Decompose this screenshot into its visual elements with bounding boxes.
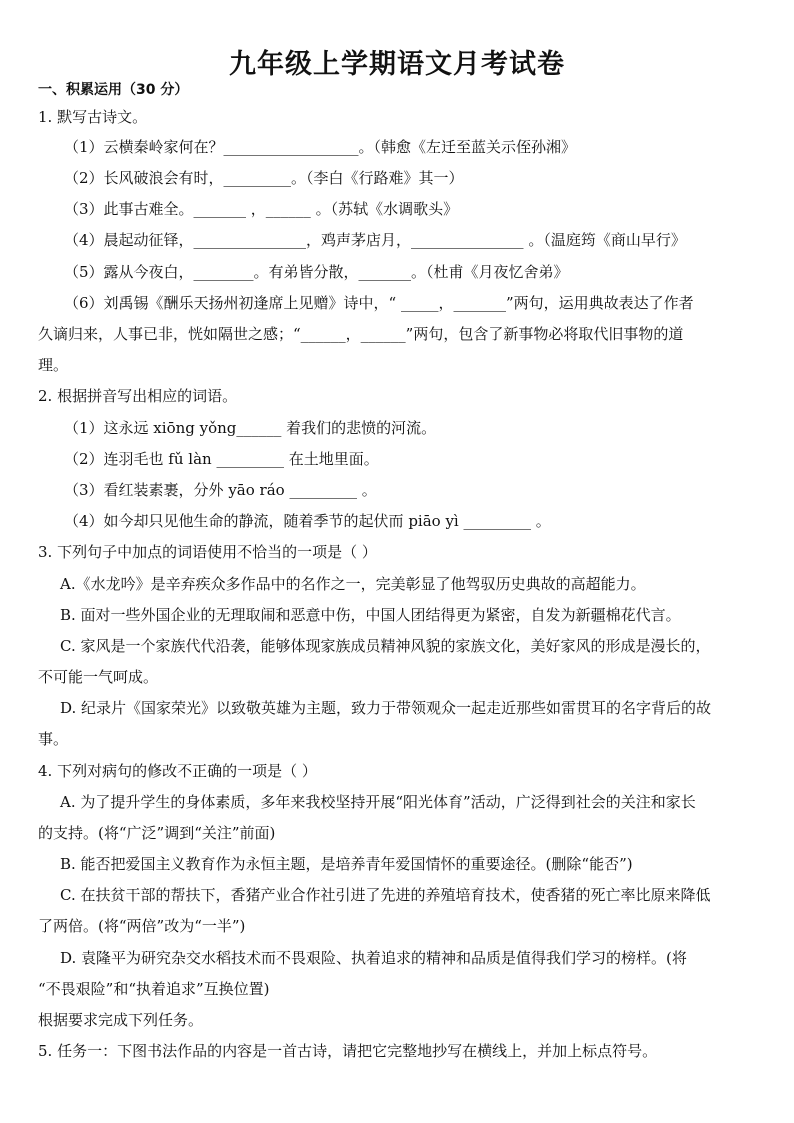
question-2-item-4: （4）如今却只见他生命的静流，随着季节的起伏而 piāo yì _________ 。	[64, 512, 551, 530]
question-4-option-c-cont: 了两倍。(将“两倍”改为“一半”)	[38, 917, 246, 935]
question-2-item-2: （2）连羽毛也 fǔ làn _________ 在土地里面。	[64, 450, 379, 468]
question-4-option-b: B. 能否把爱国主义教育作为永恒主题，是培养青年爱国情怀的重要途径。(删除“能否”)	[60, 855, 633, 873]
question-4-option-d-cont: “不畏艰险”和“执着追求”互换位置)	[38, 980, 270, 998]
question-3-option-a: A.《水龙吟》是辛弃疾众多作品中的名作之一，完美彰显了他驾驭历史典故的高超能力。	[60, 575, 646, 593]
question-2-item-1: （1）这永远 xiōng yǒng______ 着我们的悲愤的河流。	[64, 419, 437, 437]
question-2-item-3: （3）看红装素裹，分外 yāo ráo _________ 。	[64, 481, 377, 499]
question-1-item-4: （4）晨起动征铎，_______________，鸡声茅店月，_______________ 。（温庭筠《商山早行》	[64, 231, 686, 249]
task-intro: 根据要求完成下列任务。	[38, 1011, 204, 1029]
question-1-stem: 1. 默写古诗文。	[38, 108, 148, 126]
section-heading: 一、积累运用（30 分）	[38, 82, 189, 98]
question-3-option-b: B. 面对一些外国企业的无理取闹和恶意中伤，中国人团结得更为紧密，自发为新疆棉花代言。	[60, 606, 681, 624]
question-4-option-a: A. 为了提升学生的身体素质，多年来我校坚持开展“阳光体育”活动，广泛得到社会的关注和家长	[60, 793, 696, 811]
question-5-stem: 5. 任务一：下图书法作品的内容是一首古诗，请把它完整地抄写在横线上，并加上标点符号。	[38, 1042, 658, 1060]
question-4-option-d: D. 袁隆平为研究杂交水稻技术而不畏艰险、执着追求的精神和品质是值得我们学习的榜样。(将	[60, 949, 687, 967]
question-1-item-6-cont: 理。	[38, 356, 69, 374]
question-3-option-d: D. 纪录片《国家荣光》以致敬英雄为主题，致力于带领观众一起走近那些如雷贯耳的名字背后的故	[60, 699, 712, 717]
question-4-option-a-cont: 的支持。(将“广泛”调到“关注”前面)	[38, 824, 276, 842]
question-1-item-6-cont: 久谪归来，人事已非，恍如隔世之感；“______，______”两句，包含了新事物必将取代旧事物的道	[38, 325, 684, 343]
question-1-item-6: （6）刘禹锡《酬乐天扬州初逢席上见赠》诗中，“ _____，_______”两句，运用典故表达了作者	[64, 294, 694, 312]
question-4-option-c: C. 在扶贫干部的帮扶下，香猪产业合作社引进了先进的养殖培育技术，使香猪的死亡率比原来降低	[60, 886, 711, 904]
question-1-item-2: （2）长风破浪会有时，_________。（李白《行路难》其一）	[64, 169, 464, 187]
question-1-item-3: （3）此事古难全。_______ ，______ 。（苏轼《水调歌头》	[64, 200, 459, 218]
page-title: 九年级上学期语文月考试卷	[229, 49, 565, 80]
question-1-item-1: （1）云横秦岭家何在？__________________。（韩愈《左迁至蓝关示侄孙湘》	[64, 138, 577, 156]
question-3-option-c-cont: 不可能一气呵成。	[38, 668, 159, 686]
question-2-stem: 2. 根据拼音写出相应的词语。	[38, 387, 238, 405]
question-3-stem: 3. 下列句子中加点的词语使用不恰当的一项是（ ）	[38, 543, 377, 561]
question-1-item-5: （5）露从今夜白，________。有弟皆分散，_______。（杜甫《月夜忆舍弟》	[64, 263, 569, 281]
question-3-option-d-cont: 事。	[38, 730, 69, 748]
question-4-stem: 4. 下列对病句的修改不正确的一项是（ ）	[38, 762, 317, 780]
question-3-option-c: C. 家风是一个家族代代沿袭，能够体现家族成员精神风貌的家族文化，美好家风的形成是漫长的，	[60, 637, 711, 655]
